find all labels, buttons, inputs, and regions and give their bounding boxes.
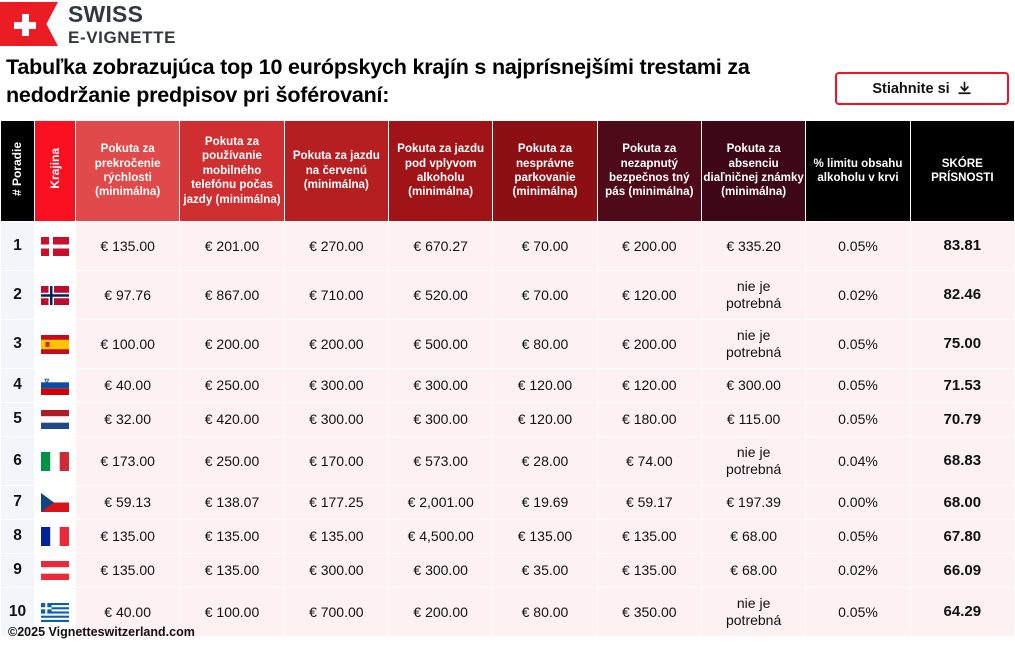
cell-vignette: € 335.20 <box>702 222 805 270</box>
cell-vignette: € 68.00 <box>702 554 805 587</box>
cell-bac: 0.04% <box>806 437 909 485</box>
cell-bac: 0.02% <box>806 271 909 319</box>
cell-bac: 0.05% <box>806 588 909 636</box>
cell-vignette: nie je potrebná <box>702 271 805 319</box>
cell-speeding: € 32.00 <box>76 403 179 436</box>
cell-redlight: € 170.00 <box>285 437 388 485</box>
table-row <box>1 486 1014 519</box>
cell-rank: 3 <box>1 320 34 368</box>
table-row <box>1 271 1014 319</box>
cell-redlight: € 300.00 <box>285 554 388 587</box>
swiss-flag-banner-icon <box>0 2 58 46</box>
cell-redlight: € 135.00 <box>285 520 388 553</box>
cell-phone: € 250.00 <box>180 437 283 485</box>
cell-vignette: nie je potrebná <box>702 320 805 368</box>
brand-line-2: E-VIGNETTE <box>68 27 177 47</box>
cell-alcohol: € 300.00 <box>389 554 492 587</box>
cell-alcohol: € 300.00 <box>389 369 492 402</box>
cell-vignette: € 115.00 <box>702 403 805 436</box>
column-header-parking: Pokuta za nesprávne parkovanie (minimálna) <box>493 121 596 221</box>
cell-rank: 2 <box>1 271 34 319</box>
cell-speeding: € 173.00 <box>76 437 179 485</box>
cell-seatbelt: € 180.00 <box>598 403 701 436</box>
cell-bac: 0.05% <box>806 222 909 270</box>
cell-rank: 7 <box>1 486 34 519</box>
cell-parking: € 80.00 <box>493 588 596 636</box>
cell-phone: € 135.00 <box>180 520 283 553</box>
cell-parking: € 70.00 <box>493 271 596 319</box>
cell-parking: € 80.00 <box>493 320 596 368</box>
cell-redlight: € 700.00 <box>285 588 388 636</box>
column-header-alcohol: Pokuta za jazdu pod vplyvom alkoholu (minimálna) <box>389 121 492 221</box>
table-row <box>1 554 1014 587</box>
table-row <box>1 403 1014 436</box>
cell-score: 68.83 <box>911 437 1014 485</box>
column-header-speeding: Pokuta za prekročenie rýchlosti (minimálna) <box>76 121 179 221</box>
france-flag <box>35 520 75 553</box>
penalties-table <box>0 120 1015 637</box>
cell-speeding: € 135.00 <box>76 222 179 270</box>
download-button[interactable] <box>835 72 1009 105</box>
cell-parking: € 120.00 <box>493 403 596 436</box>
table-body <box>1 222 1014 636</box>
cell-speeding: € 40.00 <box>76 369 179 402</box>
denmark-flag <box>35 222 75 270</box>
cell-bac: 0.02% <box>806 554 909 587</box>
cell-bac: 0.05% <box>806 403 909 436</box>
cell-seatbelt: € 120.00 <box>598 369 701 402</box>
cell-redlight: € 300.00 <box>285 403 388 436</box>
column-header-bac: % limitu obsahu alkoholu v krvi <box>806 121 909 221</box>
cell-speeding: € 59.13 <box>76 486 179 519</box>
cell-alcohol: € 573.00 <box>389 437 492 485</box>
cell-speeding: € 100.00 <box>76 320 179 368</box>
header-row <box>1 121 1014 221</box>
brand-logo <box>0 0 300 48</box>
cell-speeding: € 40.00 <box>76 588 179 636</box>
table-header <box>1 121 1014 221</box>
cell-phone: € 201.00 <box>180 222 283 270</box>
cell-rank: 8 <box>1 520 34 553</box>
cell-phone: € 200.00 <box>180 320 283 368</box>
cell-alcohol: € 200.00 <box>389 588 492 636</box>
cell-score: 83.81 <box>911 222 1014 270</box>
download-icon <box>957 81 972 96</box>
cell-phone: € 420.00 <box>180 403 283 436</box>
cell-redlight: € 177.25 <box>285 486 388 519</box>
cell-score: 66.09 <box>911 554 1014 587</box>
cell-seatbelt: € 74.00 <box>598 437 701 485</box>
cell-seatbelt: € 200.00 <box>598 222 701 270</box>
cell-phone: € 867.00 <box>180 271 283 319</box>
cell-parking: € 35.00 <box>493 554 596 587</box>
column-header-country-label: Krajina <box>47 148 62 190</box>
cell-vignette: € 300.00 <box>702 369 805 402</box>
brand-line-1: SWISS <box>68 0 144 27</box>
netherlands-flag <box>35 403 75 436</box>
cell-redlight: € 710.00 <box>285 271 388 319</box>
cell-vignette: € 197.39 <box>702 486 805 519</box>
column-header-country <box>35 121 75 221</box>
cell-bac: 0.00% <box>806 486 909 519</box>
cell-bac: 0.05% <box>806 520 909 553</box>
cell-seatbelt: € 135.00 <box>598 554 701 587</box>
cell-score: 82.46 <box>911 271 1014 319</box>
cell-speeding: € 135.00 <box>76 520 179 553</box>
cell-score: 75.00 <box>911 320 1014 368</box>
page-title: Tabuľka zobrazujúca top 10 európskych krajín s najprísnejšími trestami za nedodržanie predpisov pri šoférovaní: <box>6 55 750 107</box>
cell-score: 70.79 <box>911 403 1014 436</box>
cell-alcohol: € 520.00 <box>389 271 492 319</box>
cell-phone: € 135.00 <box>180 554 283 587</box>
italy-flag <box>35 437 75 485</box>
cell-bac: 0.05% <box>806 369 909 402</box>
czechia-flag <box>35 486 75 519</box>
cell-rank: 5 <box>1 403 34 436</box>
slovenia-flag <box>35 369 75 402</box>
cell-parking: € 70.00 <box>493 222 596 270</box>
cell-redlight: € 270.00 <box>285 222 388 270</box>
column-header-rank-label: # Poradie <box>10 141 24 196</box>
table-row <box>1 520 1014 553</box>
column-header-score: SKÓRE PRÍSNOSTI <box>911 121 1014 221</box>
cell-phone: € 100.00 <box>180 588 283 636</box>
cell-speeding: € 135.00 <box>76 554 179 587</box>
cell-score: 64.29 <box>911 588 1014 636</box>
cell-parking: € 135.00 <box>493 520 596 553</box>
table-row <box>1 437 1014 485</box>
cell-seatbelt: € 120.00 <box>598 271 701 319</box>
cell-alcohol: € 2,001.00 <box>389 486 492 519</box>
column-header-redlight: Pokuta za jazdu na červenú (minimálna) <box>285 121 388 221</box>
download-button-label: Stiahnite si <box>872 80 950 97</box>
cell-redlight: € 300.00 <box>285 369 388 402</box>
cell-redlight: € 200.00 <box>285 320 388 368</box>
cell-rank: 9 <box>1 554 34 587</box>
column-header-rank <box>1 121 34 221</box>
cell-seatbelt: € 59.17 <box>598 486 701 519</box>
cell-phone: € 138.07 <box>180 486 283 519</box>
cell-parking: € 19.69 <box>493 486 596 519</box>
cell-rank: 1 <box>1 222 34 270</box>
swiss-cross-icon <box>14 14 36 36</box>
cell-alcohol: € 670.27 <box>389 222 492 270</box>
cell-rank: 10 <box>1 588 34 636</box>
column-header-phone: Pokuta za používanie mobilného telefónu počas jazdy (minimálna) <box>180 121 283 221</box>
cell-alcohol: € 4,500.00 <box>389 520 492 553</box>
brand-wordmark <box>68 0 177 47</box>
cell-seatbelt: € 350.00 <box>598 588 701 636</box>
cell-parking: € 28.00 <box>493 437 596 485</box>
cell-vignette: nie je potrebná <box>702 588 805 636</box>
cell-rank: 6 <box>1 437 34 485</box>
austria-flag <box>35 554 75 587</box>
copyright-footer: ©2025 Vignetteswitzerland.com <box>8 625 195 639</box>
cell-alcohol: € 300.00 <box>389 403 492 436</box>
cell-rank: 4 <box>1 369 34 402</box>
table-row <box>1 222 1014 270</box>
cell-seatbelt: € 200.00 <box>598 320 701 368</box>
cell-speeding: € 97.76 <box>76 271 179 319</box>
cell-phone: € 250.00 <box>180 369 283 402</box>
column-header-seatbelt: Pokuta za nezapnutý bezpečnos tný pás (minimálna) <box>598 121 701 221</box>
column-header-vignette: Pokuta za absenciu diaľničnej známky (minimálna) <box>702 121 805 221</box>
spain-flag <box>35 320 75 368</box>
cell-score: 71.53 <box>911 369 1014 402</box>
cell-score: 68.00 <box>911 486 1014 519</box>
table-row <box>1 369 1014 402</box>
table-row <box>1 320 1014 368</box>
cell-vignette: nie je potrebná <box>702 437 805 485</box>
cell-parking: € 120.00 <box>493 369 596 402</box>
cell-seatbelt: € 135.00 <box>598 520 701 553</box>
cell-alcohol: € 500.00 <box>389 320 492 368</box>
cell-bac: 0.05% <box>806 320 909 368</box>
norway-flag <box>35 271 75 319</box>
cell-score: 67.80 <box>911 520 1014 553</box>
cell-vignette: € 68.00 <box>702 520 805 553</box>
